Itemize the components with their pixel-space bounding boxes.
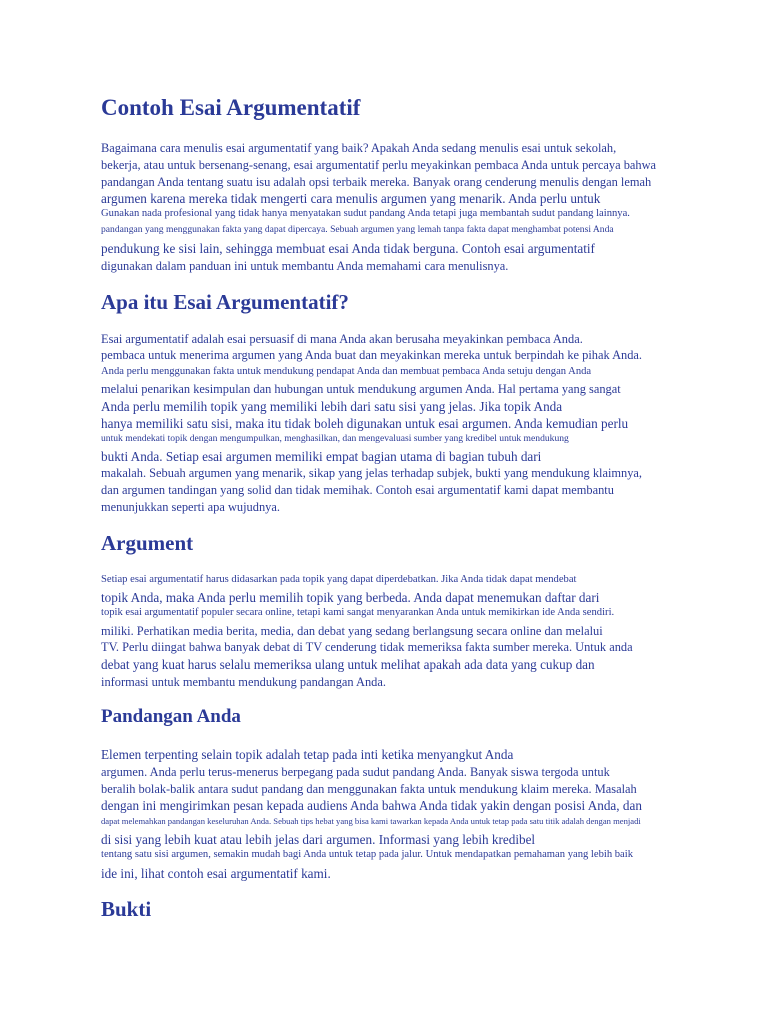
paragraph-line: Anda perlu memilih topik yang memiliki lebih dari satu sisi yang jelas. Jika topik Anda	[101, 399, 563, 414]
paragraph-line: Elemen terpenting selain topik adalah tetap pada inti ketika menyangkut Anda	[101, 747, 514, 762]
paragraph-line: pandangan Anda tentang suatu isu adalah opsi terbaik mereka. Banyak orang cenderung menulis dengan lemah	[101, 175, 652, 189]
paragraph-line: pandangan yang menggunakan fakta yang dapat dipercaya. Sebuah argumen yang lemah tanpa fakta dapat menghambat potensi Anda	[101, 224, 614, 235]
paragraph-line: topik Anda, maka Anda perlu memilih topik yang berbeda. Anda dapat menemukan daftar dari	[101, 590, 600, 605]
paragraph-line: debat yang kuat harus selalu memeriksa ulang untuk melihat apakah ada data yang cukup dan	[101, 657, 595, 672]
paragraph-line: TV. Perlu diingat bahwa banyak debat di TV cenderung tidak memeriksa fakta sumber mereka. Untuk anda	[101, 640, 633, 654]
paragraph-line: bekerja, atau untuk bersenang-senang, esai argumentatif perlu meyakinkan pembaca Anda untuk percaya bahwa	[101, 158, 657, 172]
section-heading: Argument	[101, 531, 194, 555]
paragraph-line: beralih bolak-balik antara sudut pandang dan menggunakan fakta untuk mendukung klaim mereka. Masalah	[101, 782, 637, 796]
paragraph-line: menunjukkan seperti apa wujudnya.	[101, 500, 280, 514]
paragraph-line: Bagaimana cara menulis esai argumentatif yang baik? Apakah Anda sedang menulis esai untuk sekolah,	[101, 141, 617, 155]
paragraph-line: Anda perlu menggunakan fakta untuk mendukung pendapat Anda dan membuat pembaca Anda setuju dengan Anda	[101, 366, 592, 377]
paragraph-line: digunakan dalam panduan ini untuk membantu Anda memahami cara menulisnya.	[101, 259, 509, 273]
section-heading: Apa itu Esai Argumentatif?	[101, 290, 349, 314]
paragraph-line: Esai argumentatif adalah esai persuasif di mana Anda akan berusaha meyakinkan pembaca Anda.	[101, 332, 583, 346]
paragraph-line: tentang satu sisi argumen, semakin mudah bagi Anda untuk tetap pada jalur. Untuk mendapatkan pemahaman yang lebih baik	[101, 849, 634, 860]
paragraph-line: dengan ini mengirimkan pesan kepada audiens Anda bahwa Anda tidak yakin dengan posisi Anda, dan	[101, 798, 642, 813]
paragraph-line: pembaca untuk menerima argumen yang Anda buat dan meyakinkan mereka untuk berpindah ke pihak Anda.	[101, 348, 642, 362]
paragraph-line: Gunakan nada profesional yang tidak hanya menyatakan sudut pandang Anda tetapi juga membantah sudut pandang lainnya.	[101, 208, 630, 219]
section-heading: Pandangan Anda	[101, 706, 241, 727]
paragraph-line: makalah. Sebuah argumen yang menarik, sikap yang jelas terhadap subjek, bukti yang mendukung klaimnya,	[101, 466, 643, 480]
section-heading: Bukti	[101, 897, 152, 921]
paragraph-line: argumen karena mereka tidak mengerti cara menulis argumen yang menarik. Anda perlu untuk	[101, 191, 601, 206]
paragraph-line: informasi untuk membantu mendukung pandangan Anda.	[101, 675, 386, 689]
paragraph-line: pendukung ke sisi lain, sehingga membuat esai Anda tidak berguna. Contoh esai argumentatif	[101, 241, 595, 256]
paragraph-line: melalui penarikan kesimpulan dan hubungan untuk mendukung argumen Anda. Hal pertama yang sangat	[101, 382, 621, 396]
paragraph-line: untuk mendekati topik dengan mengumpulkan, menghasilkan, dan mengevaluasi sumber yang kredibel untuk mendukung	[101, 433, 569, 444]
paragraph-line: miliki. Perhatikan media berita, media, dan debat yang sedang berlangsung secara online dan melalui	[101, 624, 603, 638]
paragraph-line: di sisi yang lebih kuat atau lebih jelas dari argumen. Informasi yang lebih kredibel	[101, 832, 536, 847]
paragraph-line: Setiap esai argumentatif harus didasarkan pada topik yang dapat diperdebatkan. Jika Anda tidak dapat mendebat	[101, 574, 577, 585]
paragraph-line: argumen. Anda perlu terus-menerus berpegang pada sudut pandang Anda. Banyak siswa tergoda untuk	[101, 765, 610, 779]
paragraph-line: bukti Anda. Setiap esai argumen memiliki empat bagian utama di bagian tubuh dari	[101, 449, 542, 464]
paragraph-line: ide ini, lihat contoh esai argumentatif kami.	[101, 866, 331, 881]
paragraph-line: topik esai argumentatif populer secara online, tetapi kami sangat menyarankan Anda untuk memikirkan ide Anda sendiri.	[101, 607, 615, 618]
paragraph-line: dan argumen tandingan yang solid dan tidak memihak. Contoh esai argumentatif kami dapat membantu	[101, 483, 614, 497]
page-title: Contoh Esai Argumentatif	[101, 95, 361, 120]
paragraph-line: hanya memiliki satu sisi, maka itu tidak boleh digunakan untuk esai argumen. Anda kemudian perlu	[101, 416, 629, 431]
paragraph-line: dapat melemahkan pandangan keseluruhan Anda. Sebuah tips hebat yang bisa kami tawarkan kepada Anda untuk tetap pada satu titik adalah dengan menjadi	[101, 816, 641, 826]
